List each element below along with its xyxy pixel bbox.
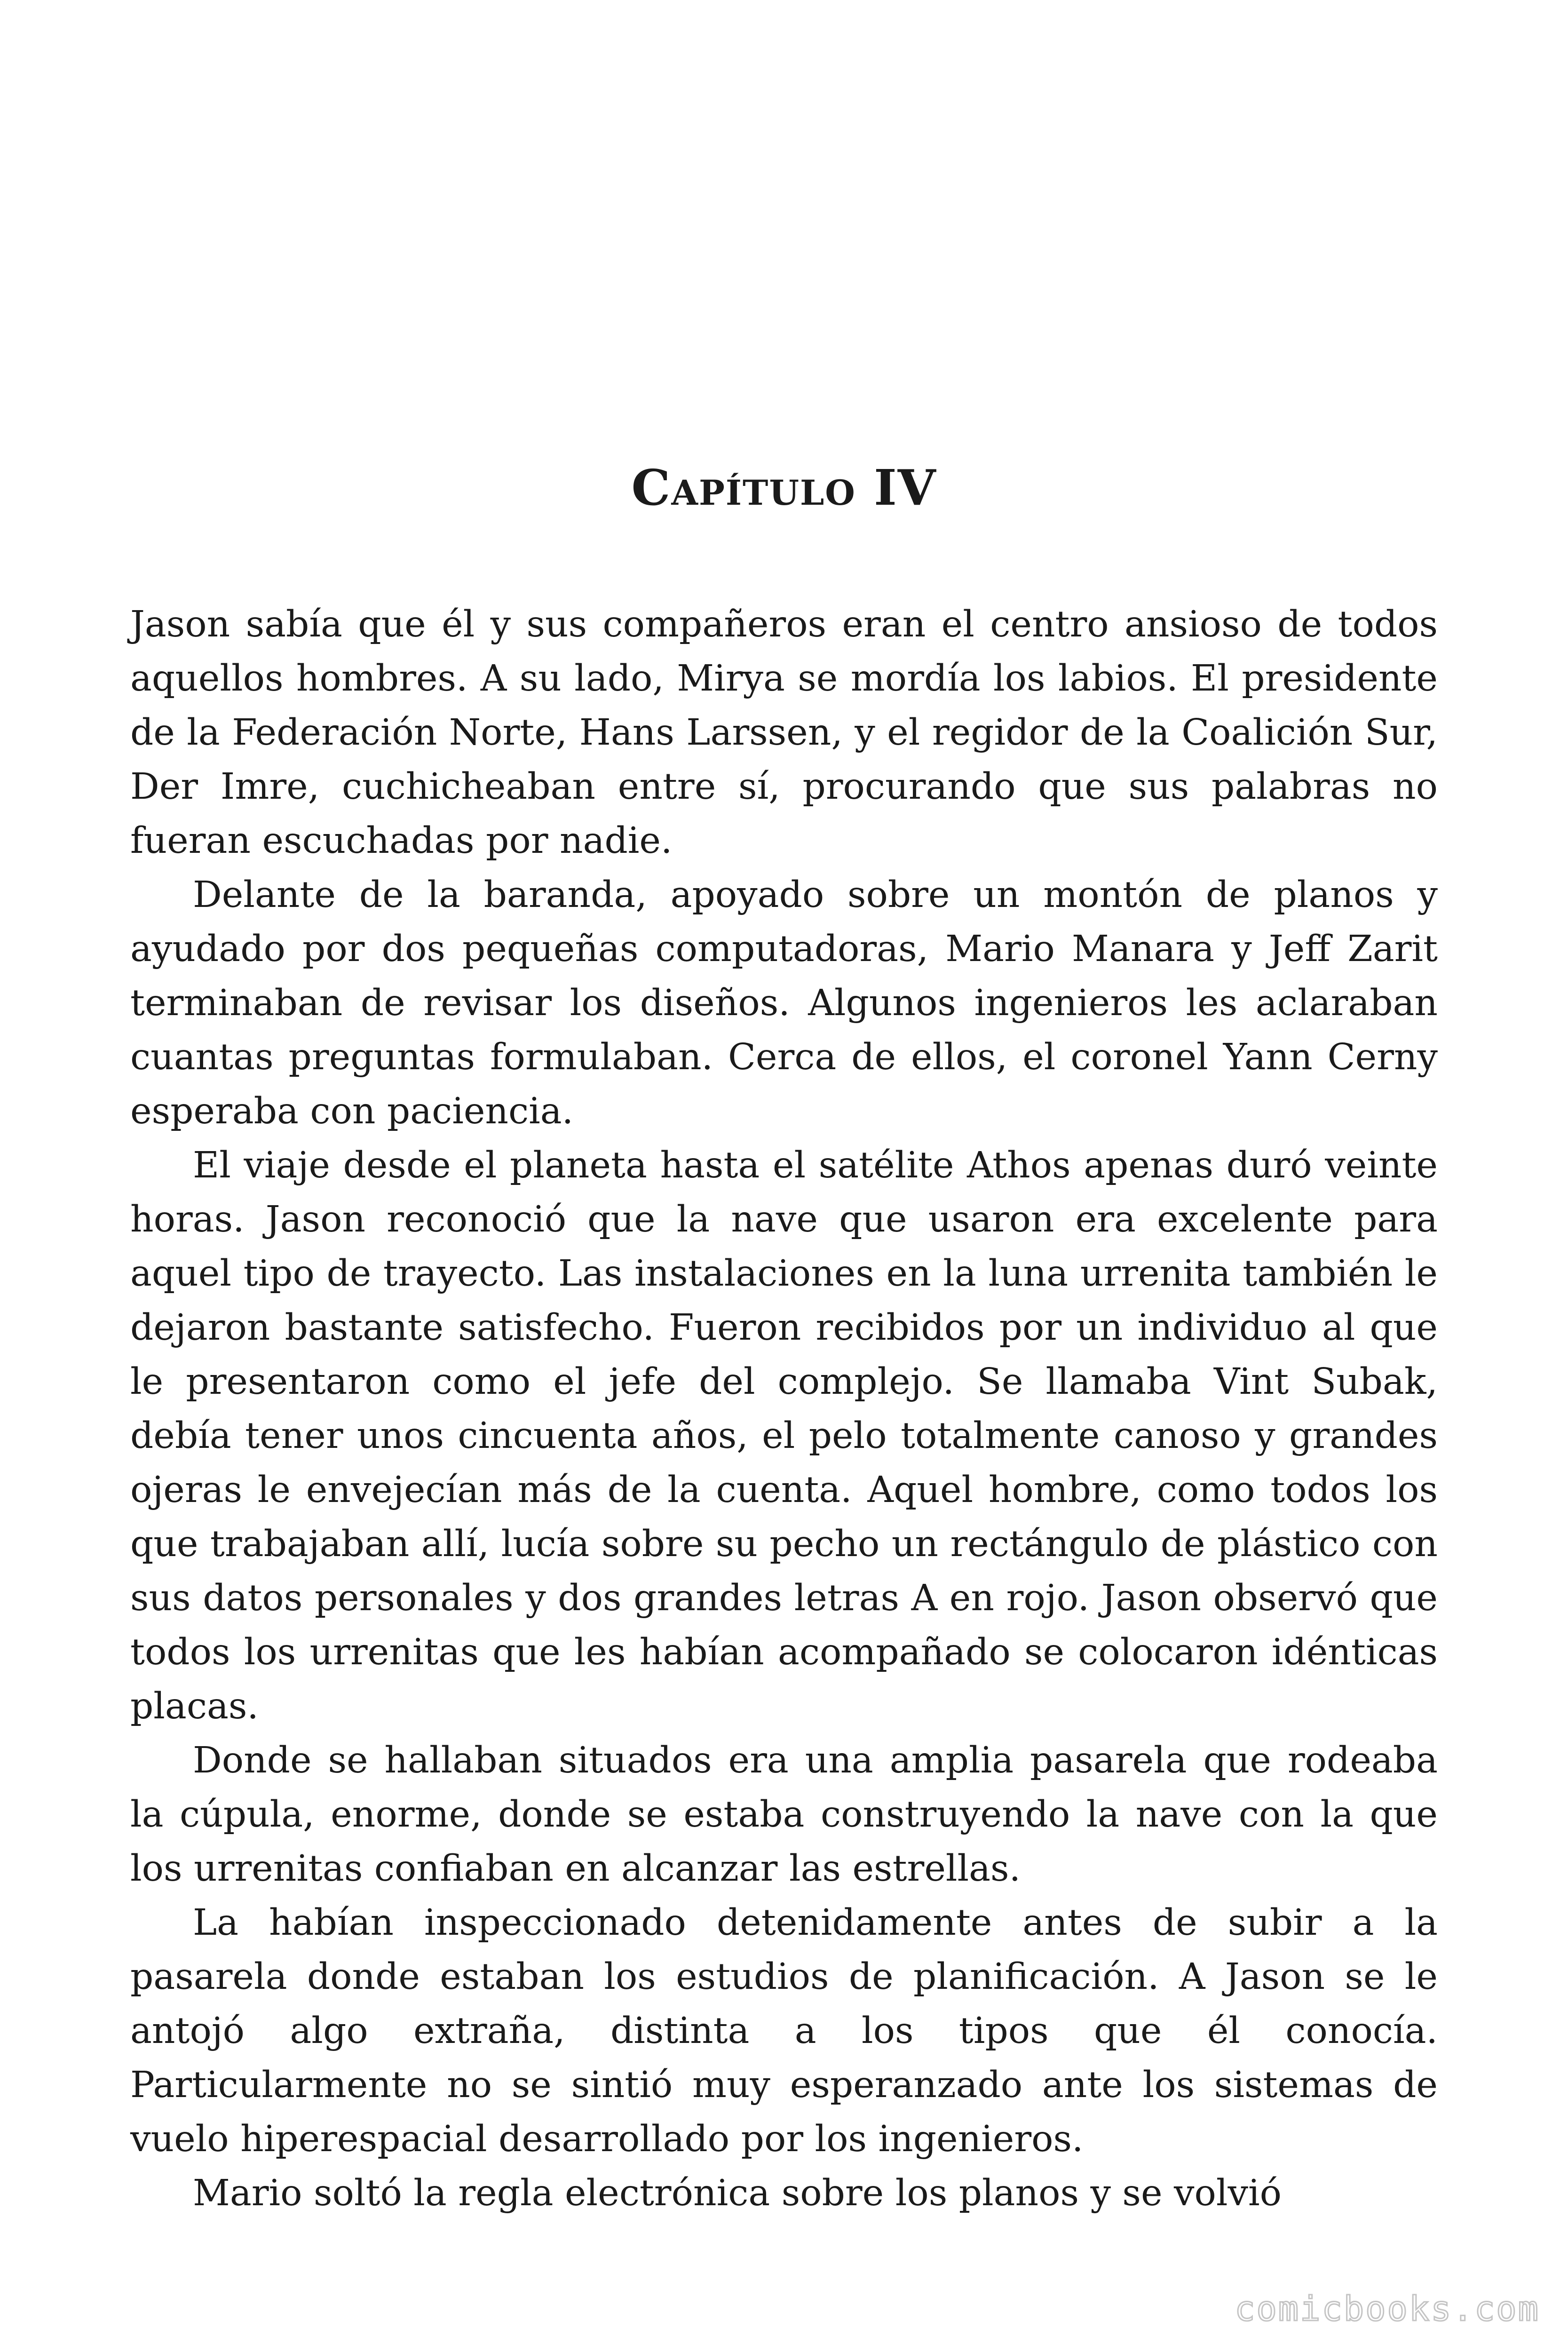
paragraph: Mario soltó la regla electrónica sobre los planos y se volvió [193,2172,1282,2214]
paragraph: Jason sabía que él y sus compañeros eran el centro ansioso de todos aquellos hombres. A su lado, Mirya se mordía los labios. El presidente de la Federación Norte, Hans Larssen, y el regidor de la Coalición Sur, Der Imre, cuchicheaban entre sí, procurando que sus palabras no fueran escuchadas por nadie. [130,604,1438,862]
paragraph: Donde se hallaban situados era una amplia pasarela que rodeaba la cúpula, enorme, donde se estaba construyendo la nave con la que los urrenitas confiaban en alcanzar las estrellas. [130,1740,1438,1890]
paragraph: La habían inspeccionado detenidamente antes de subir a la pasarela donde estaban los estudios de planificación. A Jason se le antojó algo extraña, distinta a los tipos que él conocía. Particularmente no se sintió muy esperanzado ante los sistemas de vuelo hiperespacial desarrollado por los ingenieros. [130,1902,1438,2160]
chapter-title: Capítulo IV [631,459,937,516]
paragraph: Delante de la baranda, apoyado sobre un montón de planos y ayudado por dos pequeñas computadoras, Mario Manara y Jeff Zarit terminaban de revisar los diseños. Algunos ingenieros les aclaraban cuantas preguntas formulaban. Cerca de ellos, el coronel Yann Cerny esperaba con paciencia. [130,874,1438,1132]
chapter-body [130,597,1438,2220]
paragraph: El viaje desde el planeta hasta el satélite Athos apenas duró veinte horas. Jason reconoció que la nave que usaron era excelente para aquel tipo de trayecto. Las instalaciones en la luna urrenita también le dejaron bastante satisfecho. Fueron recibidos por un individuo al que le presentaron como el jefe del complejo. Se llamaba Vint Subak, debía tener unos cincuenta años, el pelo totalmente canoso y grandes ojeras le envejecían más de la cuenta. Aquel hombre, como todos los que trabajaban allí, lucía sobre su pecho un rectángulo de plástico con sus datos personales y dos grandes letras A en rojo. Jason observó que todos los urrenitas que les habían acompañado se colocaron idénticas placas. [130,1144,1438,1727]
watermark: comicbooks.com [1235,2289,1540,2328]
